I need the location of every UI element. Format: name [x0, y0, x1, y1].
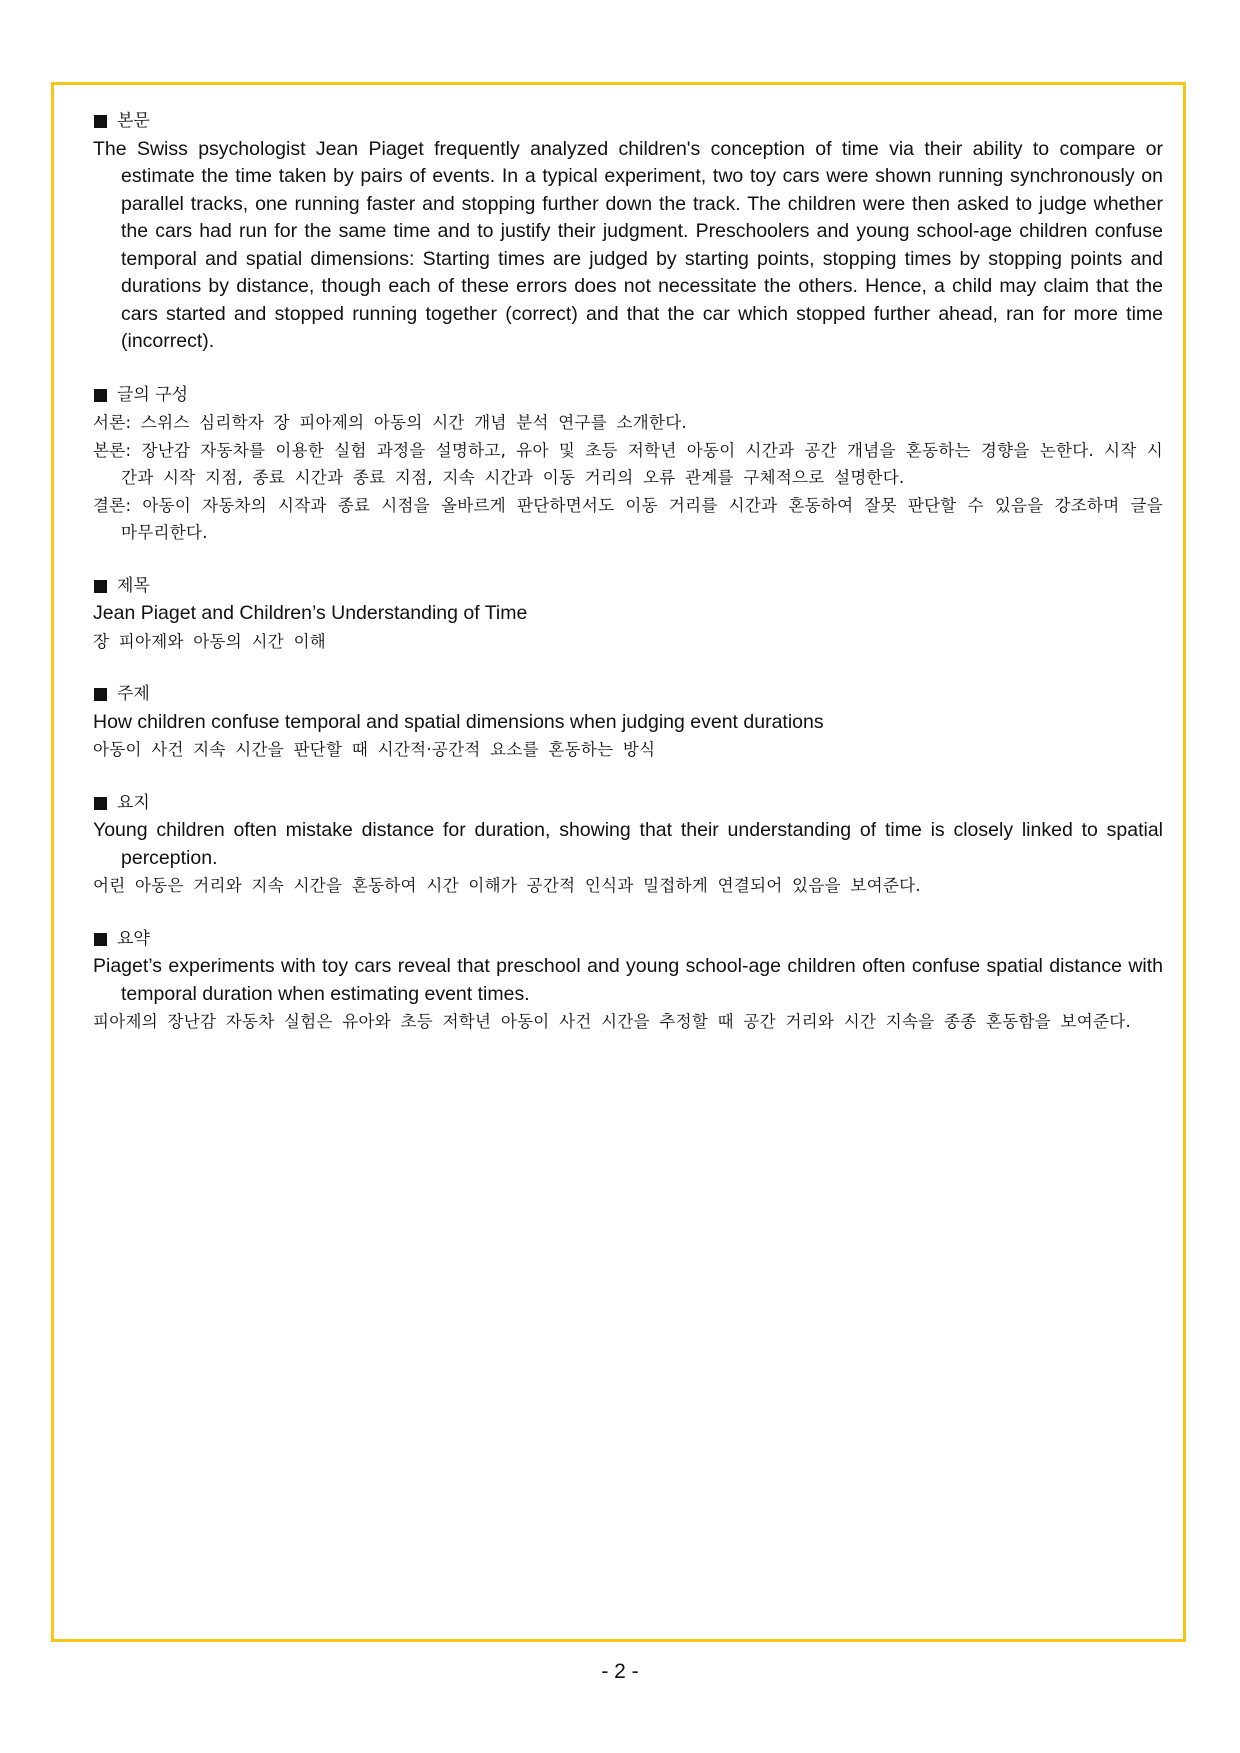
section-heading-label: 요지 — [117, 792, 150, 813]
section-heading-label: 글의 구성 — [117, 384, 189, 405]
topic-korean: 아동이 사건 지속 시간을 판단할 때 시간적·공간적 요소를 혼동하는 방식 — [93, 740, 656, 759]
title-korean: 장 피아제와 아동의 시간 이해 — [93, 631, 327, 651]
black-square-icon — [94, 580, 107, 593]
section-heading — [93, 108, 1163, 136]
page-content — [93, 108, 1163, 1062]
section-summary — [93, 926, 1163, 1036]
page-number: - 2 - — [601, 1660, 639, 1683]
section-topic — [93, 681, 1163, 764]
section-gist — [93, 790, 1163, 900]
structure-conclusion: 결론: 아동이 자동차의 시작과 종료 시점을 올바르게 판단하면서도 이동 거리를 시간과 혼동하여 잘못 판단할 수 있음을 강조하며 글을 마무리한다. — [93, 495, 1163, 542]
gist-korean: 어린 아동은 거리와 지속 시간을 혼동하여 시간 이해가 공간적 인식과 밀접하게 연결되어 있음을 보여준다. — [93, 876, 921, 895]
section-heading — [93, 790, 1163, 818]
section-heading — [93, 926, 1163, 954]
gist-english: Young children often mistake distance for duration, showing that their understanding of time is closely linked to spatial perception. — [93, 819, 1163, 869]
section-heading-label: 제목 — [117, 575, 150, 596]
summary-english: Piaget’s experiments with toy cars reveal that preschool and young school-age children often confuse spatial distance with temporal duration when estimating event times. — [93, 955, 1163, 1005]
topic-english: How children confuse temporal and spatial dimensions when judging event durations — [93, 710, 824, 733]
black-square-icon — [94, 389, 107, 402]
summary-korean: 피아제의 장난감 자동차 실험은 유아와 초등 저학년 아동이 사건 시간을 추정할 때 공간 거리와 시간 지속을 종종 혼동함을 보여준다. — [93, 1012, 1132, 1031]
section-heading — [93, 573, 1163, 601]
black-square-icon — [94, 688, 107, 701]
black-square-icon — [94, 797, 107, 810]
section-heading — [93, 382, 1163, 410]
section-heading-label: 요약 — [117, 928, 150, 949]
section-title — [93, 573, 1163, 656]
black-square-icon — [94, 115, 107, 128]
section-heading-label: 주제 — [117, 684, 150, 704]
section-structure — [93, 382, 1163, 547]
section-body — [93, 108, 1163, 356]
structure-intro: 서론: 스위스 심리학자 장 피아제의 아동의 시간 개념 분석 연구를 소개한다. — [93, 413, 688, 432]
section-heading-label: 본문 — [117, 111, 150, 131]
structure-main: 본론: 장난감 자동차를 이용한 실험 과정을 설명하고, 유아 및 초등 저학년 아동이 시간과 공간 개념을 혼동하는 경향을 논한다. 시작 시간과 시작 지점, 종료 시간과 종료 지점, 지속 시간과 이동 거리의 오류 관계를 구체적으로 설명한다. — [93, 440, 1163, 487]
title-english: Jean Piaget and Children’s Understanding of Time — [93, 602, 528, 624]
black-square-icon — [94, 933, 107, 946]
body-text: The Swiss psychologist Jean Piaget frequently analyzed children's conception of time via their ability to compare or estimate the time taken by pairs of events. In a typical experiment, two toy cars were shown running synchronously on parallel tracks, one running faster and stopping further down the track. The children were then asked to judge whether the cars had run for the same time and to justify their judgment. Preschoolers and young school-age children confuse temporal and spatial dimensions: Starting times are judged by starting points, stopping times by stopping points and durations by distance, though each of these errors does not necessitate the others. Hence, a child may claim that the cars started and stopped running together (correct) and that the car which stopped further ahead, ran for more time (incorrect). — [93, 137, 1163, 352]
section-heading — [93, 681, 1163, 709]
